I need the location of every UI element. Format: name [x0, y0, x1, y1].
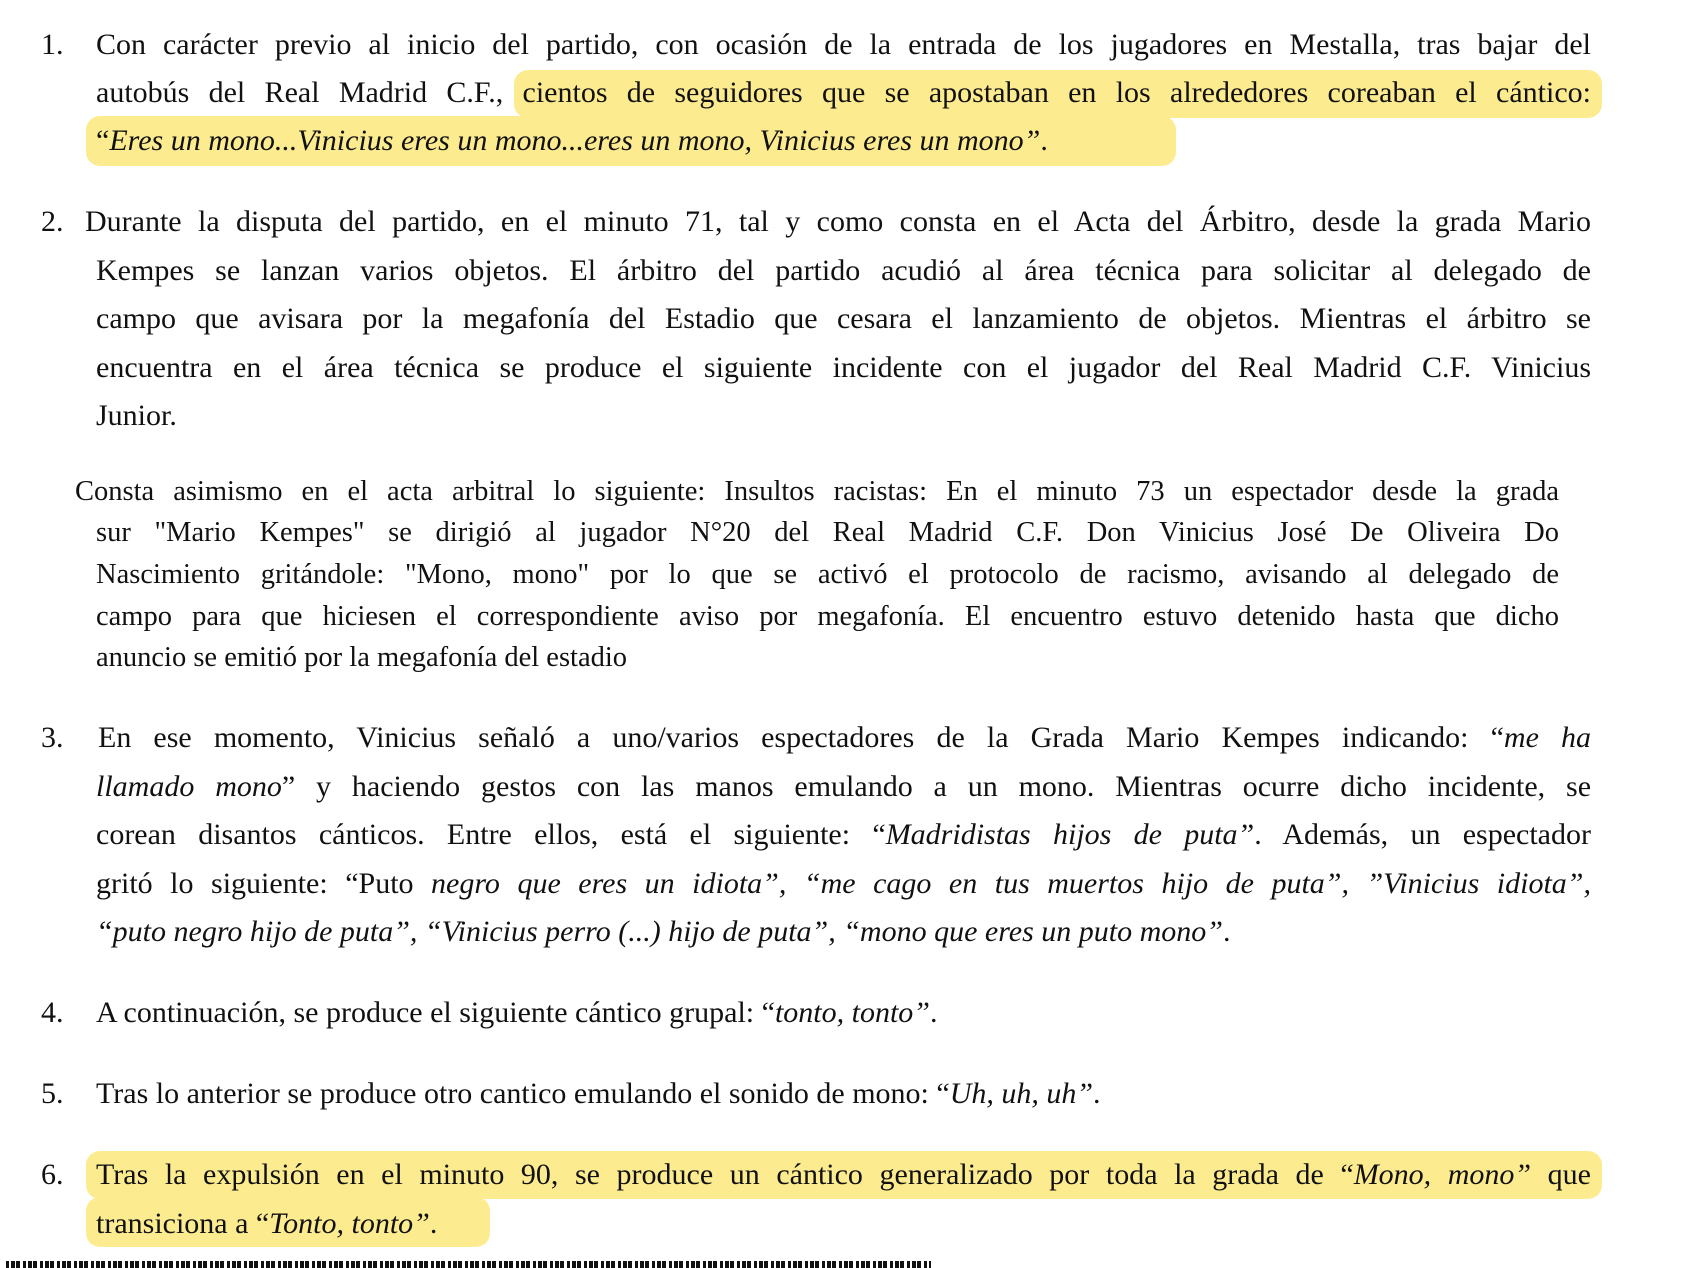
- paragraph-line: [96, 993, 937, 1033]
- italic-quote: Mono, mono”: [1353, 1158, 1532, 1191]
- text-run: Nascimiento gritándole: "Mono, mono" por lo que se activó el protocolo de racismo, avisando al delegado de: [96, 559, 1559, 590]
- italic-quote: tonto, tonto”: [774, 996, 930, 1029]
- paragraph-line: [96, 815, 1591, 855]
- paragraph-line: [96, 299, 1591, 339]
- italic-quote: “puto negro hijo de puta”, “Vinicius perro (...) hijo de puta”, “mono que eres un puto mono”: [96, 915, 1223, 948]
- text-run: Tras lo anterior se produce otro cantico emulando el sonido de mono: “: [96, 1077, 950, 1110]
- text-run: .: [1093, 1077, 1101, 1110]
- paragraph-line: [96, 1204, 437, 1244]
- italic-quote: Madridistas hijos de puta”: [885, 818, 1255, 851]
- italic-quote: Eres un mono...Vinicius eres un mono...eres un mono, Vinicius eres un mono”: [109, 124, 1041, 157]
- item-number: 3.: [41, 721, 64, 754]
- text-run: transiciona a “: [96, 1207, 270, 1240]
- italic-quote: negro que eres un idiota”, “me cago en tus muertos hijo de puta”, ”Vinicius idiota”,: [431, 867, 1591, 900]
- paragraph-line: [96, 73, 1591, 113]
- quoted-report-line: [96, 555, 1559, 595]
- italic-quote: Uh, uh, uh”: [949, 1077, 1094, 1110]
- text-run: cientos de seguidores que se apostaban en los alrededores coreaban el cántico:: [522, 76, 1591, 109]
- text-run: campo que avisara por la megafonía del Estadio que cesara el lanzamiento de objetos. Mientras el árbitro se: [96, 302, 1591, 335]
- paragraph-line: [96, 864, 1591, 904]
- text-run: campo para que hiciesen el correspondiente aviso por megafonía. El encuentro estuvo detenido hasta que dicho: [96, 601, 1559, 632]
- text-run: Con carácter previo al inicio del partido, con ocasión de la entrada de los jugadores en Mestalla, tras bajar del: [96, 28, 1591, 61]
- item-number: 1.: [41, 28, 64, 61]
- paragraph-line: [98, 718, 1591, 758]
- quoted-report-line: [96, 513, 1559, 553]
- quoted-report-line: [96, 597, 1559, 637]
- text-run: . Además, un espectador: [1254, 818, 1591, 851]
- text-run: .: [929, 996, 938, 1029]
- item-number: 2.: [41, 205, 64, 238]
- text-run: Kempes se lanzan varios objetos. El árbitro del partido acudió al área técnica para solicitar al delegado de: [96, 254, 1591, 287]
- text-run: que: [1531, 1158, 1591, 1191]
- item-number: 4.: [41, 996, 64, 1029]
- text-run: sur "Mario Kempes" se dirigió al jugador N°20 del Real Madrid C.F. Don Vinicius José De Oliveira Do: [96, 517, 1559, 548]
- paragraph-line: [96, 767, 1591, 807]
- text-run: “: [96, 124, 110, 157]
- text-run: gritó lo siguiente: “Puto: [96, 867, 432, 900]
- paragraph-line: [96, 1155, 1591, 1195]
- text-run: autobús del Real Madrid C.F.,: [96, 76, 523, 109]
- text-run: Consta asimismo en el acta arbitral lo siguiente: Insultos racistas: En el minuto 73 un espectador desde la grada: [75, 476, 1559, 507]
- text-run: .: [429, 1207, 438, 1240]
- italic-quote: Tonto, tonto”: [269, 1207, 430, 1240]
- text-run: A continuación, se produce el siguiente cántico grupal: “: [96, 996, 775, 1029]
- text-run: Tras la expulsión en el minuto 90, se produce un cántico generalizado por toda la grada de “: [96, 1158, 1354, 1191]
- italic-quote: me ha: [1503, 721, 1592, 754]
- paragraph-line: [96, 912, 1230, 952]
- text-run: En ese momento, Vinicius señaló a uno/varios espectadores de la Grada Mario Kempes indicando: “: [98, 721, 1504, 754]
- paragraph-line: [96, 121, 1048, 161]
- paragraph-line: [96, 251, 1591, 291]
- paragraph-line: [96, 348, 1591, 388]
- paragraph-line: [96, 396, 177, 436]
- text-run: corean disantos cánticos. Entre ellos, está el siguiente: “: [96, 818, 886, 851]
- item-number: 6.: [41, 1158, 64, 1191]
- scan-artifact-divider: [6, 1261, 931, 1268]
- quoted-report-line: [96, 638, 627, 678]
- text-run: ” y haciendo gestos con las manos emulando a un mono. Mientras ocurre dicho incidente, se: [281, 770, 1592, 803]
- text-run: Junior.: [96, 399, 177, 432]
- text-run: .: [1040, 124, 1048, 157]
- text-run: .: [1222, 915, 1231, 948]
- paragraph-line: [96, 1074, 1101, 1114]
- quoted-report-line: [75, 472, 1559, 512]
- paragraph-line: [96, 25, 1591, 65]
- text-run: encuentra en el área técnica se produce el siguiente incidente con el jugador del Real Madrid C.F. Vinicius: [96, 351, 1591, 384]
- text-run: Durante la disputa del partido, en el minuto 71, tal y como consta en el Acta del Árbitro, desde la grada Mario: [85, 205, 1591, 238]
- paragraph-line: [85, 202, 1591, 242]
- italic-quote: llamado mono: [96, 770, 282, 803]
- item-number: 5.: [41, 1077, 64, 1110]
- text-run: anuncio se emitió por la megafonía del estadio: [96, 642, 628, 673]
